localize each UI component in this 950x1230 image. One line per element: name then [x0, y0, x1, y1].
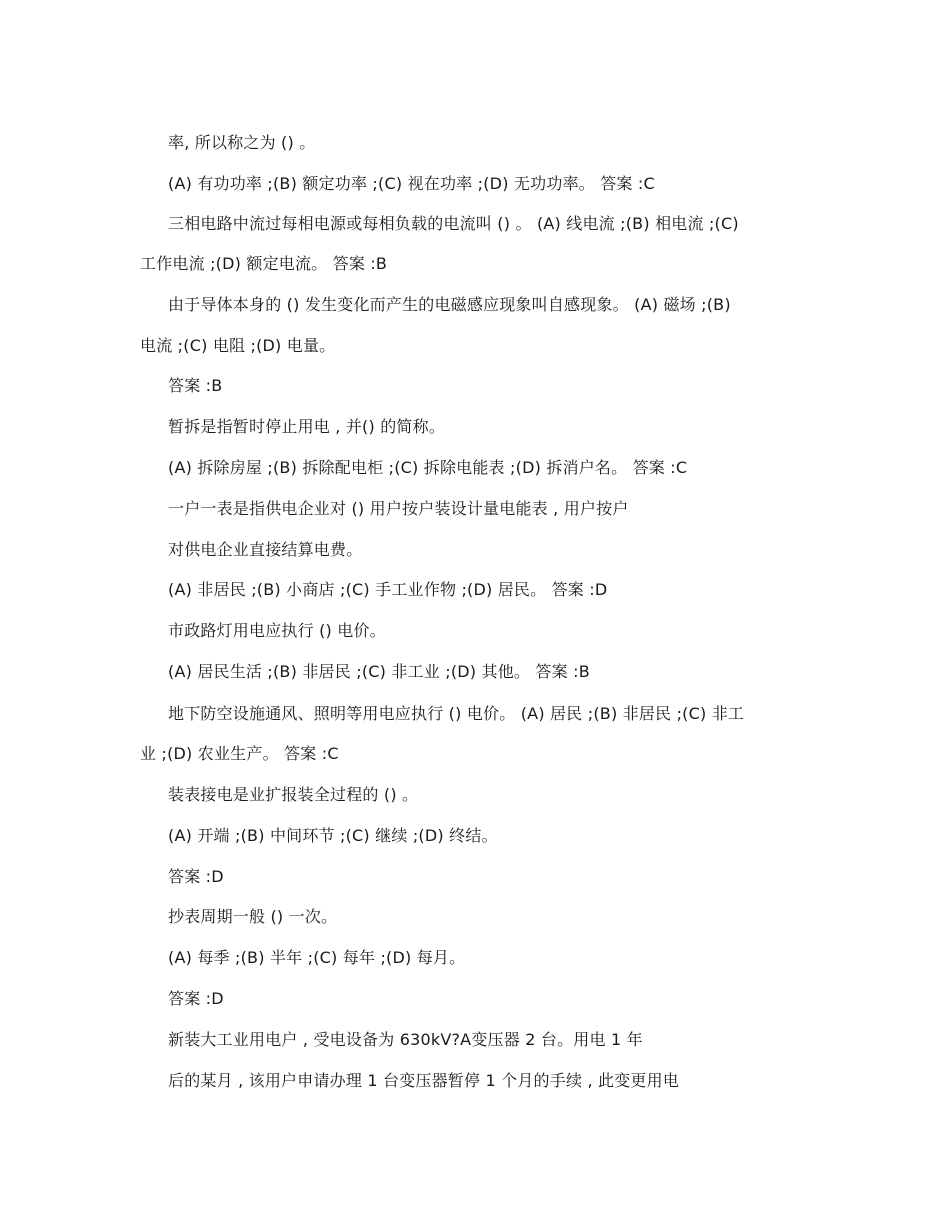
text-line: 业 ;(D) 农业生产。 答案 :C: [140, 744, 339, 763]
text-line: 答案 :D: [168, 867, 224, 886]
text-line: (A) 开端 ;(B) 中间环节 ;(C) 继续 ;(D) 终结。: [168, 826, 498, 845]
text-line: (A) 每季 ;(B) 半年 ;(C) 每年 ;(D) 每月。: [168, 948, 466, 967]
text-line: 答案 :D: [168, 989, 224, 1008]
text-line: 一户一表是指供电企业对 () 用户按户装设计量电能表 , 用户按户: [168, 499, 629, 518]
text-line: 地下防空设施通风、照明等用电应执行 () 电价。 (A) 居民 ;(B) 非居民 ;(C) 非工: [168, 704, 745, 723]
text-line: 新装大工业用电户 , 受电设备为 630kV?A变压器 2 台。用电 1 年: [168, 1030, 643, 1049]
text-line: 装表接电是业扩报装全过程的 () 。: [168, 785, 419, 804]
text-line: 三相电路中流过每相电源或每相负载的电流叫 () 。 (A) 线电流 ;(B) 相电流 ;(C): [168, 214, 739, 233]
text-line: 由于导体本身的 () 发生变化而产生的电磁感应现象叫自感现象。 (A) 磁场 ;(B): [168, 295, 731, 314]
text-line: (A) 居民生活 ;(B) 非居民 ;(C) 非工业 ;(D) 其他。 答案 :B: [168, 662, 590, 681]
text-line: (A) 非居民 ;(B) 小商店 ;(C) 手工业作物 ;(D) 居民。 答案 :D: [168, 580, 608, 599]
text-line: 后的某月 , 该用户申请办理 1 台变压器暂停 1 个月的手续 , 此变更用电: [168, 1071, 680, 1090]
text-line: 抄表周期一般 () 一次。: [168, 907, 338, 926]
text-line: 暂拆是指暂时停止用电 , 并() 的简称。: [168, 417, 446, 436]
text-line: 答案 :B: [168, 376, 223, 395]
text-line: 对供电企业直接结算电费。: [168, 540, 363, 559]
text-line: 市政路灯用电应执行 () 电价。: [168, 621, 386, 640]
text-line: (A) 有功功率 ;(B) 额定功率 ;(C) 视在功率 ;(D) 无功功率。 答案 :C: [168, 174, 655, 193]
text-line: 电流 ;(C) 电阻 ;(D) 电量。: [140, 336, 336, 355]
text-line: 率, 所以称之为 () 。: [168, 133, 316, 152]
text-line: (A) 拆除房屋 ;(B) 拆除配电柜 ;(C) 拆除电能表 ;(D) 拆消户名。 答案 :C: [168, 458, 688, 477]
text-line: 工作电流 ;(D) 额定电流。 答案 :B: [140, 254, 388, 273]
